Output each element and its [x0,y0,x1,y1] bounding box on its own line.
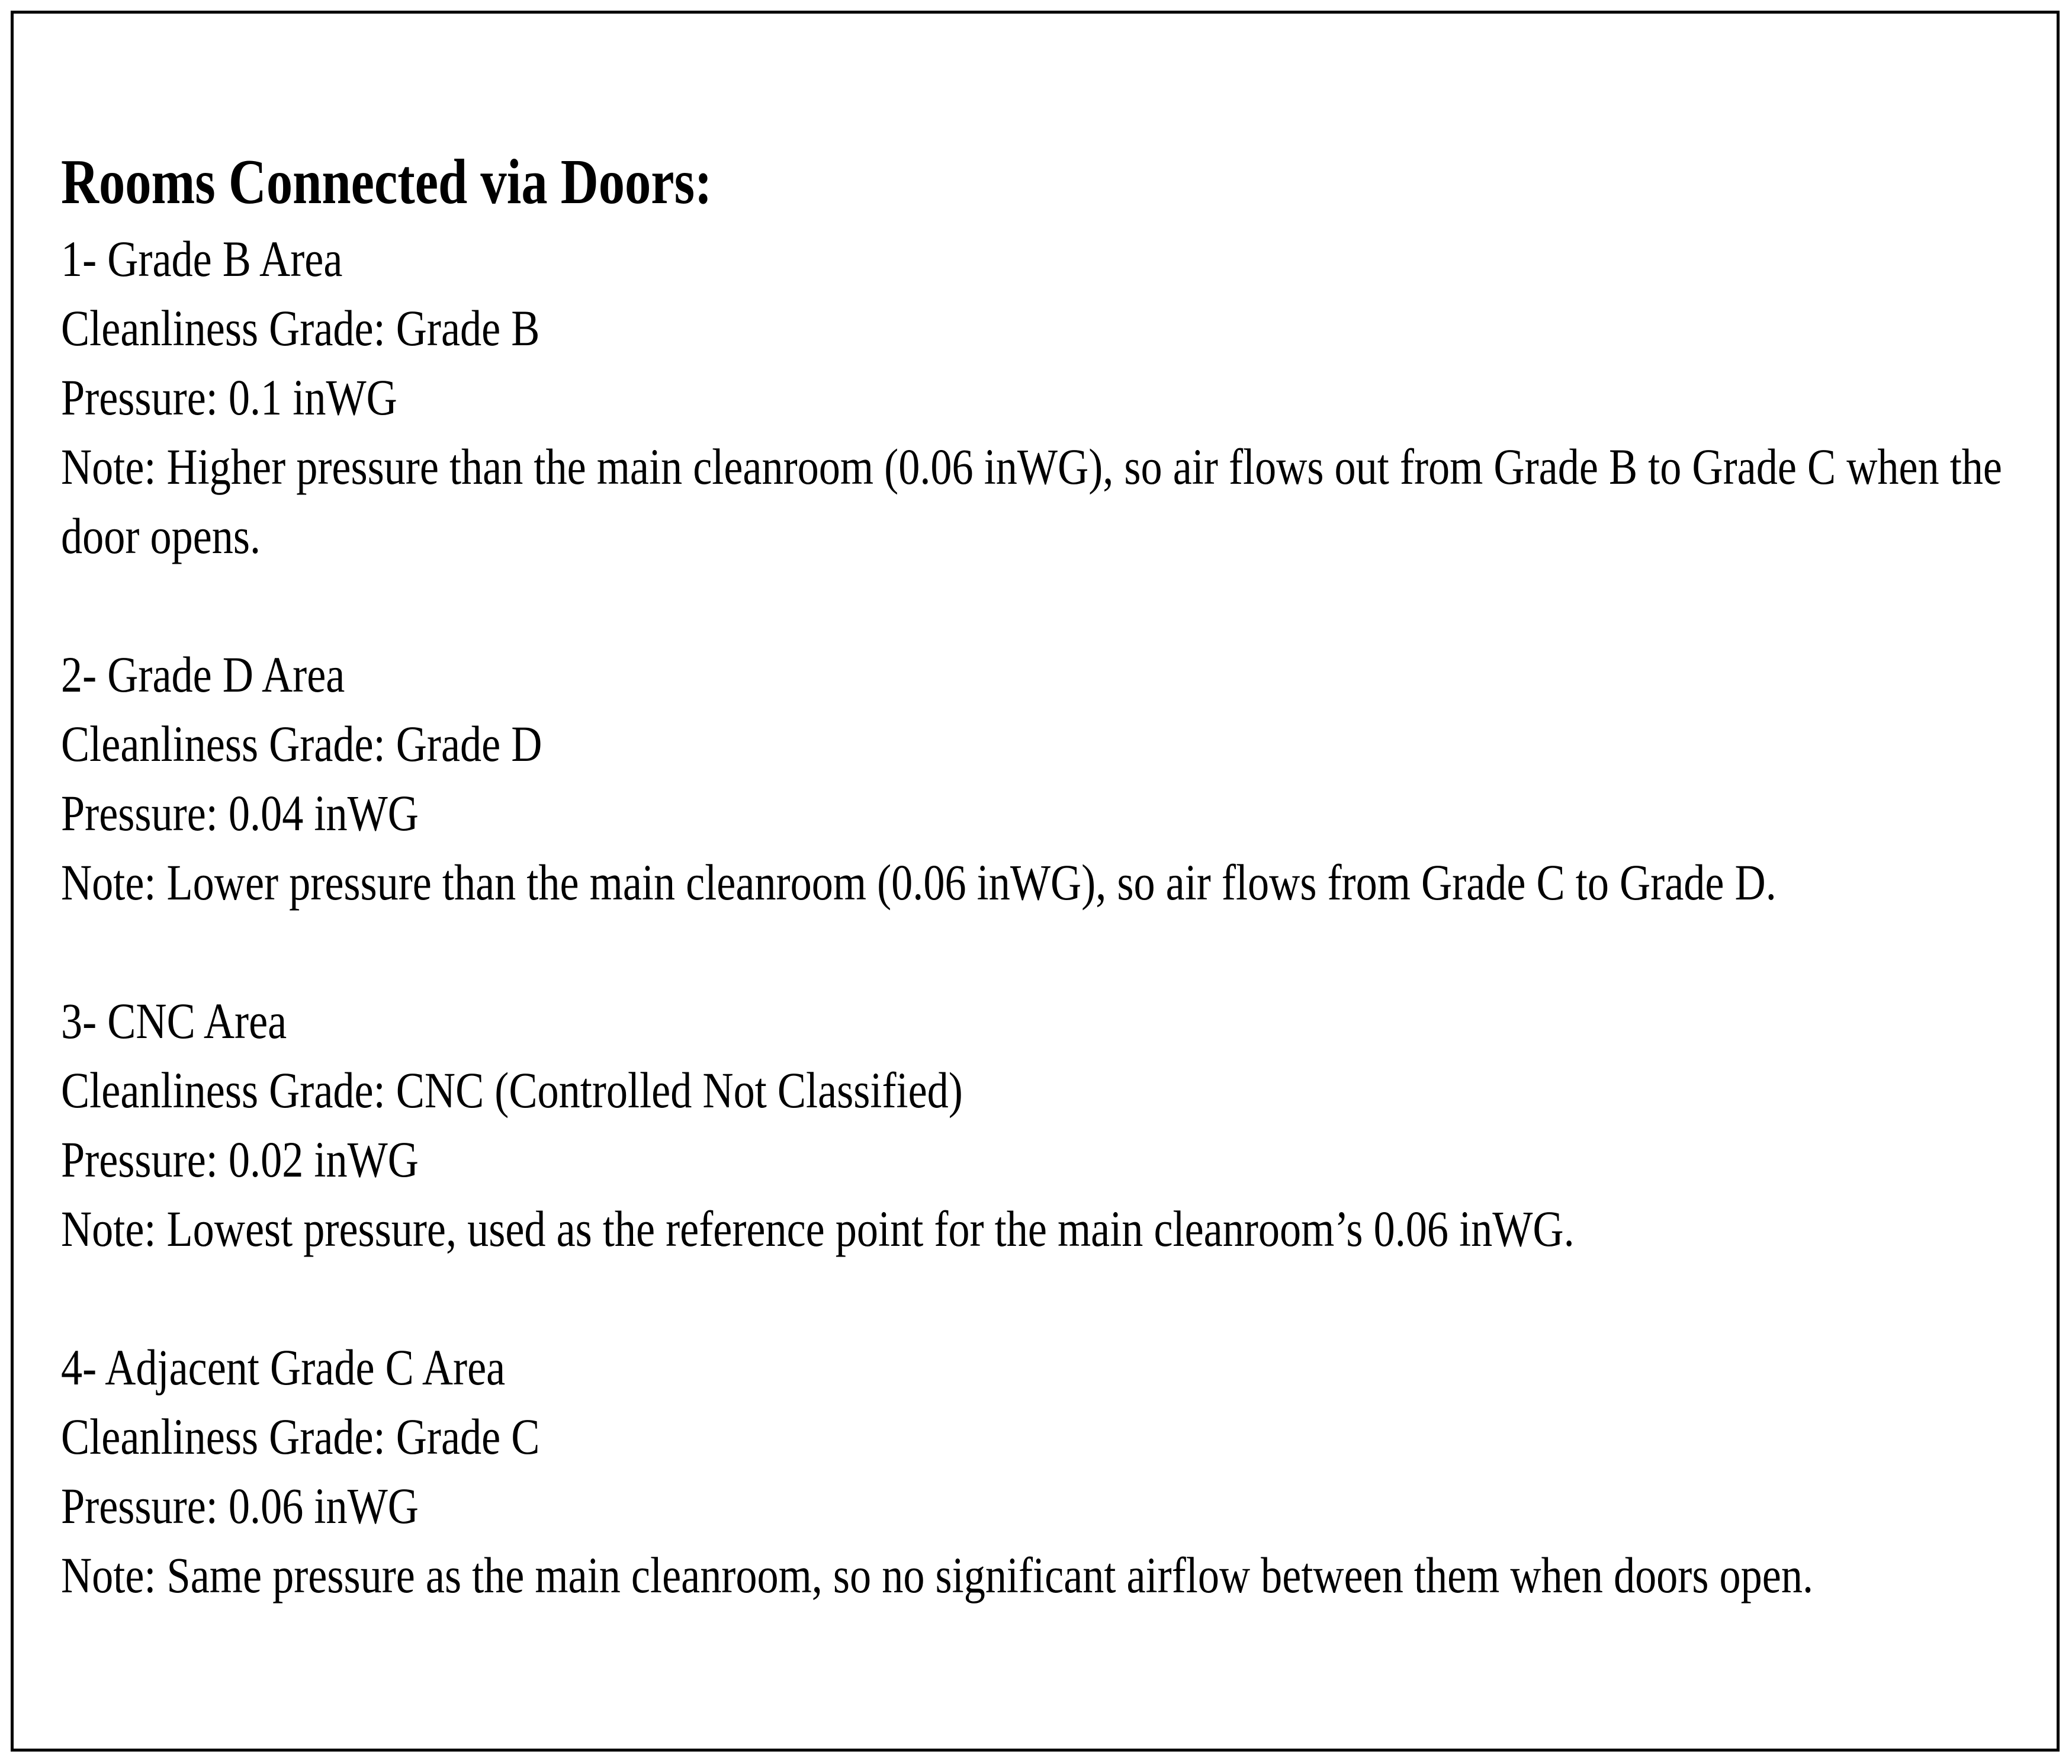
room-heading: 1- Grade B Area [61,230,343,287]
room-heading: 3- CNC Area [61,992,287,1049]
room-section-grade-b [61,224,2027,571]
room-cleanliness-grade: Cleanliness Grade: Grade D [61,715,542,772]
room-pressure: Pressure: 0.1 inWG [61,369,397,426]
document-title: Rooms Connected via Doors: [61,147,712,217]
room-pressure: Pressure: 0.06 inWG [61,1477,419,1534]
room-section-grade-d [61,640,2027,917]
room-heading: 2- Grade D Area [61,646,345,703]
room-pressure: Pressure: 0.04 inWG [61,785,419,841]
document-frame [11,11,2060,1752]
room-cleanliness-grade: Cleanliness Grade: Grade C [61,1408,540,1465]
room-section-adjacent-grade-c [61,1333,2027,1610]
room-cleanliness-grade: Cleanliness Grade: Grade B [61,300,540,356]
room-heading: 4- Adjacent Grade C Area [61,1339,506,1396]
room-note: Note: Lower pressure than the main cleanroom (0.06 inWG), so air flows from Grade C to Grade D. [61,854,1777,911]
room-cleanliness-grade: Cleanliness Grade: CNC (Controlled Not Classified) [61,1062,963,1119]
document-content [61,144,2027,1679]
room-note: Note: Higher pressure than the main cleanroom (0.06 inWG), so air flows out from Grade B to Grade C when the door opens. [61,438,2003,564]
room-note: Note: Lowest pressure, used as the reference point for the main cleanroom’s 0.06 inWG. [61,1200,1575,1257]
room-note: Note: Same pressure as the main cleanroom, so no significant airflow between them when doors open. [61,1547,1814,1604]
room-section-cnc [61,987,2027,1264]
room-pressure: Pressure: 0.02 inWG [61,1131,419,1188]
